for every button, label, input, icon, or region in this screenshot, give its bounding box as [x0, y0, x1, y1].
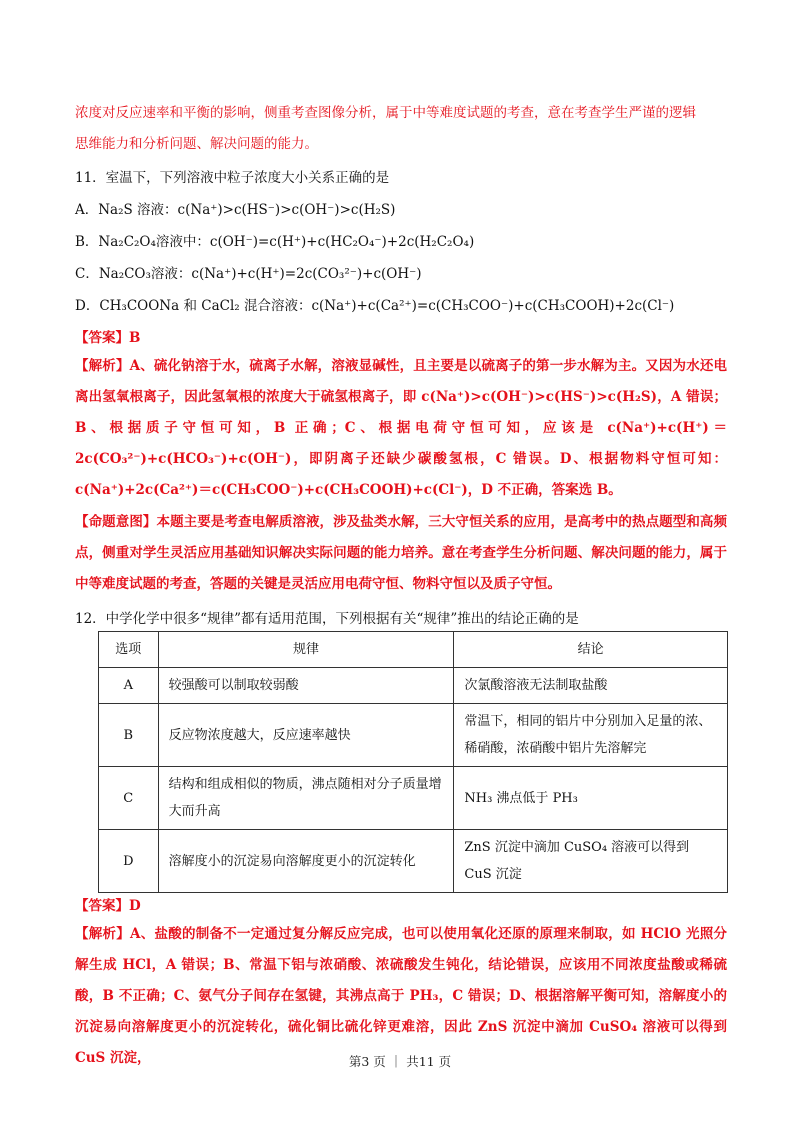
table-row: [99, 668, 728, 704]
answer-label: 【答案】: [75, 898, 129, 914]
answer-value: B: [129, 330, 141, 346]
table-cell: B: [99, 704, 159, 767]
table-cell: ZnS 沉淀中滴加 CuSO₄ 溶液可以得到 CuS 沉淀: [454, 830, 728, 893]
intent-text: 本题主要是考查电解质溶液，涉及盐类水解，三大守恒关系的应用，是高考中的热点题型和高频点，侧重对学生灵活应用基础知识解决实际问题的能力培养。意在考查学生分析问题、解决问题的能力，属于中等难度试题的考查，答题的关键是灵活应用电荷守恒、物料守恒以及质子守恒。: [75, 514, 728, 592]
answer-value: D: [129, 898, 141, 914]
table-cell: NH₃ 沸点低于 PH₃: [454, 767, 728, 830]
q11-intent: [75, 507, 727, 600]
table-row: [99, 704, 728, 767]
answer-label: 【答案】: [75, 330, 129, 346]
page-footer: 第3 页 ｜ 共11 页: [348, 1054, 452, 1069]
q12-answer: [75, 894, 735, 914]
table-cell: 反应物浓度越大，反应速率越快: [158, 704, 454, 767]
rules-table: [98, 631, 728, 893]
table-row: [99, 767, 728, 830]
table-cell: 常温下，相同的铝片中分别加入足量的浓、稀硝酸，浓硝酸中铝片先溶解完: [454, 704, 728, 767]
table-cell: 溶解度小的沉淀易向溶解度更小的沉淀转化: [158, 830, 454, 893]
table-header-row: [99, 632, 728, 668]
q11-option-c: C．Na₂CO₃溶液：c(Na⁺)+c(H⁺)=2c(CO₃²⁻)+c(OH⁻): [75, 266, 422, 282]
table-row: [99, 830, 728, 893]
intro-line-1: 浓度对反应速率和平衡的影响，侧重考查图像分析，属于中等难度试题的考查，意在考查学生严谨的逻辑: [75, 105, 696, 121]
table-cell: 次氯酸溶液无法制取盐酸: [454, 668, 728, 704]
q11-stem: 11．室温下，下列溶液中粒子浓度大小关系正确的是: [75, 170, 390, 186]
table-header-cell: 结论: [454, 632, 728, 668]
table-header-cell: 选项: [99, 632, 159, 668]
q11-option-b: B．Na₂C₂O₄溶液中：c(OH⁻)=c(H⁺)+c(HC₂O₄⁻)+2c(H₂C₂O₄): [75, 234, 475, 250]
analysis-label: 【解析】: [75, 358, 130, 374]
intent-label: 【命题意图】: [75, 514, 157, 530]
table-cell: 结构和组成相似的物质，沸点随相对分子质量增大而升高: [158, 767, 454, 830]
q11-analysis: [75, 351, 727, 506]
q11-option-a: A．Na₂S 溶液：c(Na⁺)>c(HS⁻)>c(OH⁻)>c(H₂S): [75, 202, 396, 218]
q11-answer: [75, 326, 735, 346]
table-cell: D: [99, 830, 159, 893]
table-header-cell: 规律: [158, 632, 454, 668]
table-cell: A: [99, 668, 159, 704]
analysis-text: A、盐酸的制备不一定通过复分解反应完成，也可以使用氧化还原的原理来制取，如 HClO 光照分解生成 HCl，A 错误；B、常温下铝与浓硝酸、浓硫酸发生钝化，结论错误，应该用不同浓度盐酸或稀硫酸，B 不正确；C、氨气分子间存在氢键，其沸点高于 PH₃，C 错误；D、根据溶解平衡可知，溶解度小的沉淀易向溶解度更小的沉淀转化，硫化铜比硫化锌更难溶，因此 ZnS 沉淀中滴加 CuSO₄ 溶液可以得到 CuS 沉淀，: [75, 926, 727, 1066]
analysis-text: A、硫化钠溶于水，硫离子水解，溶液显碱性，且主要是以硫离子的第一步水解为主。又因为水还电离出氢氧根离子，因此氢氧根的浓度大于硫氢根离子，即 c(Na⁺)>c(OH⁻)>c(HS⁻)>c(H₂S)，A 错误；B、根据质子守恒可知，B 正确；C、根据电荷守恒可知，应该是 c(Na⁺)+c(H⁺)＝2c(CO₃²⁻)+c(HCO₃⁻)+c(OH⁻)，即阴离子还缺少碳酸氢根，C 错误。D、根据物料守恒可知：c(Na⁺)+2c(Ca²⁺)＝c(CH₃COO⁻)+c(CH₃COOH)+c(Cl⁻)，D 不正确，答案选 B。: [75, 358, 728, 498]
q11-option-d: D．CH₃COONa 和 CaCl₂ 混合溶液：c(Na⁺)+c(Ca²⁺)=c(CH₃COO⁻)+c(CH₃COOH)+2c(Cl⁻): [75, 298, 675, 314]
table-cell: C: [99, 767, 159, 830]
q12-stem: 12．中学化学中很多“规律”都有适用范围，下列根据有关“规律”推出的结论正确的是: [75, 611, 579, 627]
table-cell: 较强酸可以制取较弱酸: [158, 668, 454, 704]
analysis-label: 【解析】: [75, 926, 130, 942]
intro-line-2: 思维能力和分析问题、解决问题的能力。: [75, 136, 318, 152]
